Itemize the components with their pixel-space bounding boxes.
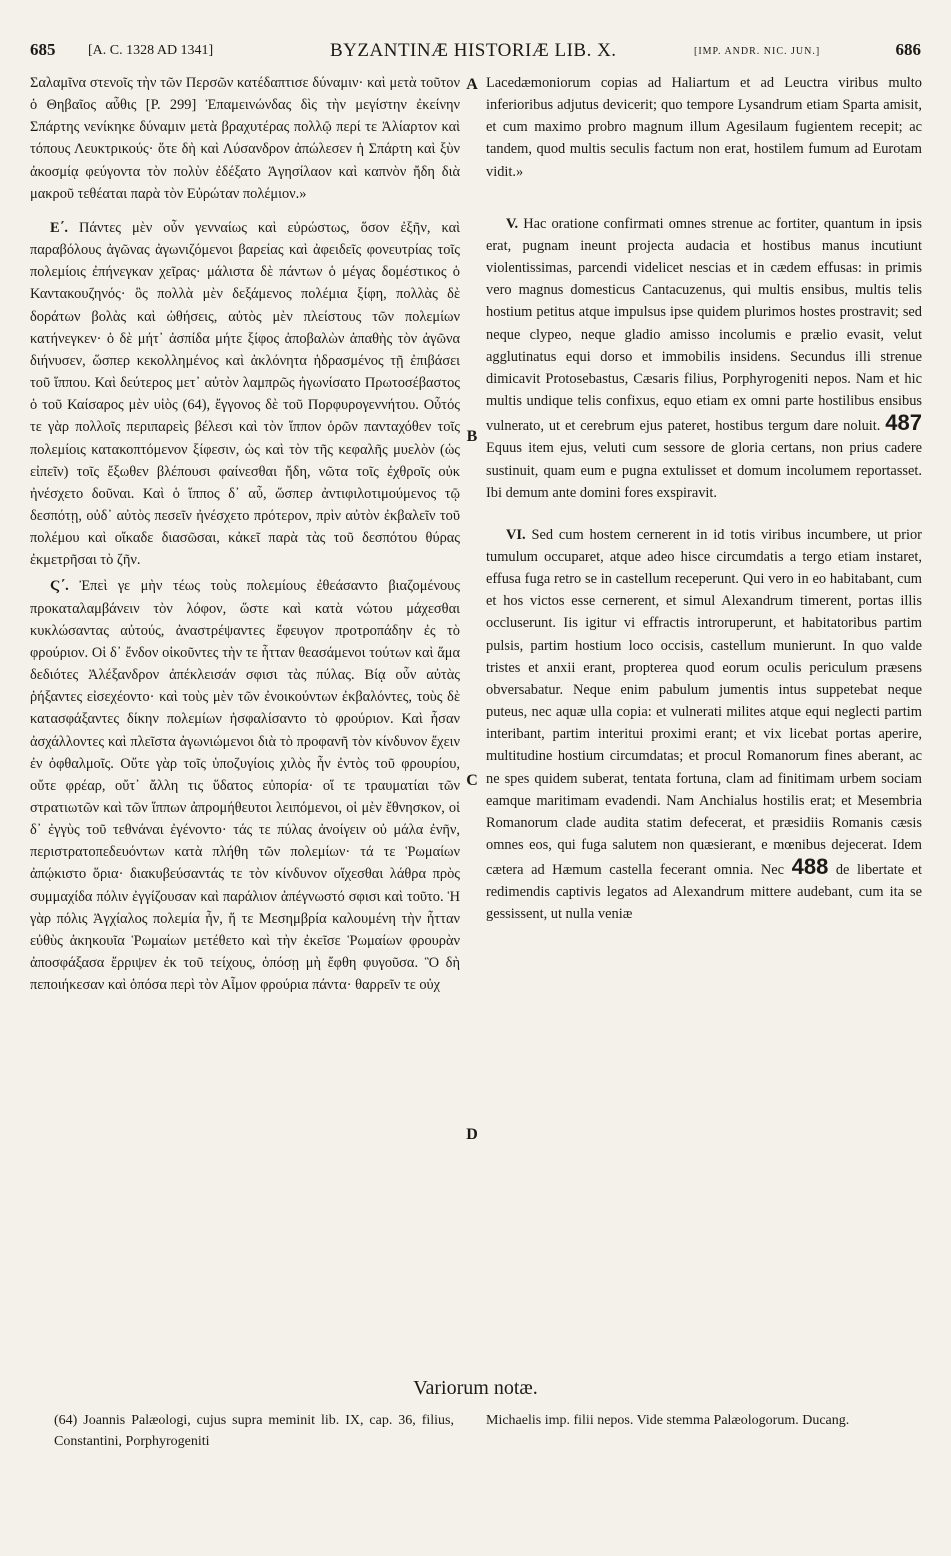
latin-paragraph-1: Lacedæmoniorum copias ad Haliartum et ad Leuctra viribus multo inferioribus adjutus devicerit; quo tempore Lysandrum etiam Sparta amisit, et cum maximo probro magnum illum Agesilaum fugientem recepit; ac tandem, quod multis seculis factum non erat, hostilem fumum ad Eurotam vidit.» <box>486 75 922 180</box>
greek-paragraph-3-text: Ἐπεὶ γε μὴν τέως τοὺς πολεμίους ἐθεάσαντο βιαζομένους προκαταλαμβάνειν τὸν λόφον, ὥστε καὶ κατὰ νώτου μάχεσθαι κυκλώσαντας αὐτούς, ἀναστρέψαντες ἔφευγον προτροπάδην ἐς τὸ φρούριον. Οἱ δ᾽ ἔνδον οἰκοῦντες τὴν τε ἧτταν θεασάμενοι τούτων καὶ ἅμα δεδιότες Ἀλέξανδρον ἀπέκλεισάν σφισι τὰς πύλας. Βίᾳ οὖν αὐτὰς ῥήξαντες εἰσεχέοντο· καὶ τοὺς μὲν τῶν ἐνοικούντων ἐκβαλόντες, τοὺς δὲ κατασφάξαντες δίκην πολεμίων ἠσφαλίσαντο τὸ φρούριον. Καὶ ἦσαν ἀσχάλλοντες καὶ πλεῖστα ἀγωνιώμενοι διὰ τὸ προφανῆ τὸν κίνδυνον ἔχειν ἐν ὀφθαλμοῖς. Οὔτε γὰρ τοῖς ὑποζυγίοις χιλὸς ἦν ἐντὸς τοῦ φρουρίου, οὔτε φρέαρ, οὔτ᾽ ἄλλη τις ὕδατος εὐπορία· οἵ τε τραυματίαι τῶν στρατιωτῶν καὶ τῶν ἵππων ἀπρομήθευτοι λειπόμενοι, οἱ μὲν ἔθνησκον, οἱ δ᾽ ἐγγὺς τοῦ τεθνάναι ἐγένοντο· τάς τε πύλας ἀνοίγειν οὐ μάλα ἐνῆν, περιστρατοπεδευόντων κατὰ πλήθη τῶν πολεμίων· τά τε Ῥωμαίων ἀπῴκιστο ὅρια· διακυβεύσαντάς τε τὸν κίνδυνον οἴχεσθαι λάθρα πρὸς συμμαχίδα πόλιν ἐγγίζουσαν καὶ παράλιον ἀπέγνωστό σφισι καὶ τοῦτο. Ἡ γὰρ πόλις Ἀγχίαλος πολεμία ἦν, ἥ τε Μεσημβρία καλουμένη τὴν ἧτταν εὐθὺς ἀκηκουῖα Ῥωμαίων μετέθετο καὶ τὴν ἐκεῖσε Ῥωμαίων φρουρὰν ἀποσφάξασα ἔρριψεν ἐκ τοῦ τείχους, ὁπόσῃ μὴ ἔφθη φυγοῦσα. Ὃ δὴ πεποιήκεσαν καὶ ὁπόσα περὶ τὸν Αἷμον φρούρια πάντα· θαρρεῖν τε οὐχ <box>30 578 460 994</box>
latin-paragraph-3a-text: Sed cum hostem cernerent in id totis viribus incumbere, ut prior tumulum occuparet, atque adeo hisce circumdatis a tergo etiam instaret, effusa fuga retro se in castellum receperunt. Qui vero in eo habitabant, cum et hos victos esse cernerent, et simul Alexandrum timerent, portas illis occluserunt. Iis igitur vi effractis introruperunt, et habitatoribus partim pulsis, partim hostium loco occisis, castellum munierunt. In quo valde tristes et anxii erant, propterea quod eorum oculis periculum præsens obversabatur. Neque enim pabulum jumentis intus suppetebat neque puteus, nec aquæ ulla copia: et vulnerati milites atque equi neglecti partim interibant, partim interitui proximi erant; et vix licebat portas aperire, multitudine hostium circumdatas; et procul Romanorum fines aberant, ac ne spes quidem suberat, tentata fortuna, clam ad finitimam urbem sociam eamque maritimam evadendi. Nam Anchialus hostilis erat; et Mesembria Romanorum clade audita statim defecerat, et præsidiis Romanis cæsis omnes eos, qui fuga salutem non quæsierant, e mœnibus dejecerat. Idem cætera ad Hæmum castella fecerant omnia. Nec <box>486 526 922 879</box>
greek-column <box>30 72 460 1372</box>
greek-section-label-s: Ϛ΄. <box>50 578 69 595</box>
emperor-reference: [IMP. ANDR. NIC. JUN.] <box>694 46 821 57</box>
latin-paragraph-2 <box>486 213 922 504</box>
footnote-left: (64) Joannis Palæologi, cujus supra meminit lib. IX, cap. 36, filius, Constantini, Porphyrogeniti <box>54 1413 454 1449</box>
latin-paragraph-3 <box>486 524 922 926</box>
latin-column <box>486 72 922 1372</box>
latin-paragraph-2b-text: Equus item ejus, veluti cum sessore de gloria certans, non prius cadere sustinuit, quam eum e pugna extulisset et domum incolumem reportasset. Ibi demum ante domini fores exspiravit. <box>486 440 922 501</box>
footnote-right: Michaelis imp. filii nepos. Vide stemma Palæologorum. Ducang. <box>486 1413 850 1428</box>
date-range: [A. C. 1328 AD 1341] <box>88 43 214 58</box>
notes-heading: Variorum notæ. <box>413 1377 538 1399</box>
margin-letter-a: A <box>466 76 478 93</box>
latin-paragraph-2a-text: Hac oratione confirmati omnes strenue ac fortiter, quantum in ipsis erat, pugnam ineunt projecta audacia et hostibus manus incutiunt violentissimas, parcendi videlicet nescias et in cædem effusas: in primis vero magnus domesticus Cantacuzenus, qui multis ensibus, multis telis hostium petitus atque impulsus ipse quidem plurimos hostes prostravit; sed neque clypeo, neque gladio amisso incolumis e prælio evasit, velut agglutinatus equi dorso et immobilis insidens. Secundus illi strenue dimicavit Protosebastus, Cæsaris filius, Porphyrogeniti nepos. Nam et hic multis undique telis confixus, equo etiam ex omni parte hostilibus ensibus vulnerato, ut et cerebrum ejus pateret, hostibus tergum dare noluit. <box>486 215 922 435</box>
greek-section-label-e: Ε΄. <box>50 219 68 236</box>
left-page-number: 685 <box>30 40 56 59</box>
latin-section-label-vi: VI. <box>506 526 526 543</box>
greek-paragraph-2-text: Πάντες μὲν οὖν γενναίως καὶ εὐρώστως, ὅσον ἐξῆν, καὶ παραβόλους ἀγῶνας ἀγωνιζόμενοι βαρείας καὶ ἀφειδεῖς φονευτρίας τοῖς πολεμίοις ἐπήνεγκαν χεῖρας· μάλιστα δὲ πάντων ὁ μέγας δομέστικος ὁ Καντακουζηνός· ὃς πολλὰ μὲν δεξάμενος πολέμια ξίφη, πολλὰς δὲ δοράτων βολὰς καὶ ὠθήσεις, αὐτὸς μὲν πλείστους τῶν πολεμίων κατήνεγκεν· ὁ δὲ μήτ᾽ ἀσπίδα μήτε ξίφος ἀποβαλὼν ἀπαθὴς τὸν ἀγῶνα διήνυσεν, ὥσπερ κεκολλημένος καὶ ἀκλόνητα ἡδρασμένος τῇ ἐπιβάσει τοῦ ἵππου. Καὶ δεύτερος μετ᾽ αὐτὸν λαμπρῶς ἠγωνίσατο Πρωτοσέβαστος ὁ τοῦ Καίσαρος μὲν υἱὸς (64), ἔγγονος δὲ τοῦ Πορφυρογεννήτου. Οὗτός τε γὰρ πολλοῖς περιπαρεὶς βέλεσι καὶ τὸν ἵππον ὁρῶν πανταχόθεν τοῖς πολεμίοις κατακοπτόμενον ξίφεσιν, ὡς καὶ τὸν τῆς κεφαλῆς μυελὸν (ὡς εἰπεῖν) τοῖς ἔξωθεν βλέπουσι φαίνεσθαι ἤδη, νῶτα τοῖς ἐχθροῖς οὐκ ἠνέσχετο δοῦναι. Καὶ ὁ ἵππος δ᾽ αὖ, ὥσπερ ἀντιφιλοτιμούμενος τῷ δεσπότῃ, οὐδ᾽ αὐτὸς πεσεῖν ἠνέσχετο πρότερον, πρὶν αὐτὸν ἐκβαλεῖν τοῦ πολέμου καὶ οἴκαδε διασῶσαι, κἀκεῖ παρὰ τὰς τοῦ δεσπότου θύρας ἐκμετρῆσαι τὸ ζῆν. <box>30 219 460 569</box>
margin-letter-b: B <box>466 428 478 445</box>
running-title: BYZANTINÆ HISTORIÆ LIB. X. <box>330 40 617 61</box>
margin-letter-c: C <box>466 772 478 789</box>
right-page-number: 686 <box>895 40 921 59</box>
running-header <box>30 40 921 70</box>
latin-section-label-v: V. <box>506 215 519 232</box>
greek-paragraph-1: Σαλαμῖνα στενοῖς τὴν τῶν Περσῶν κατέδαπτισε δύναμιν· καὶ μετὰ τοῦτον ὁ Θηβαῖος αὖθις [P. 299] Ἐπαμεινώνδας δὶς τὴν μεγίστην ἐκείνην Σπάρτης νενίκηκε δύναμιν μετὰ βραχυτέρας πολλῷ περί τε Ἀλίαρτον καὶ τόπους Λευκτρικούς· ὅτε δὴ καὶ Λύσανδρον ἀπώλεσεν ἡ Σπάρτη καὶ ξὺν ἀκοσμίᾳ φεύγοντα τὸν πολὺν ἐδέξατο Ἀγησίλαον καὶ καπνὸν ἤδη διὰ μακροῦ τεθέαται παρὰ τὸν Εὐρώταν πολέμιον.» <box>30 75 460 202</box>
margin-letter-d: D <box>466 1126 478 1143</box>
greek-paragraph-3 <box>30 575 460 996</box>
latin-paragraph-3b-text: de libertate et redimendis captivis legatos ad Alexandrum mittere audebant, cum ita se gessissent, ut nulla veniæ <box>486 862 922 923</box>
greek-paragraph-2 <box>30 217 460 572</box>
page-marker-487: 487 <box>885 410 922 436</box>
page-marker-488: 488 <box>791 854 829 880</box>
